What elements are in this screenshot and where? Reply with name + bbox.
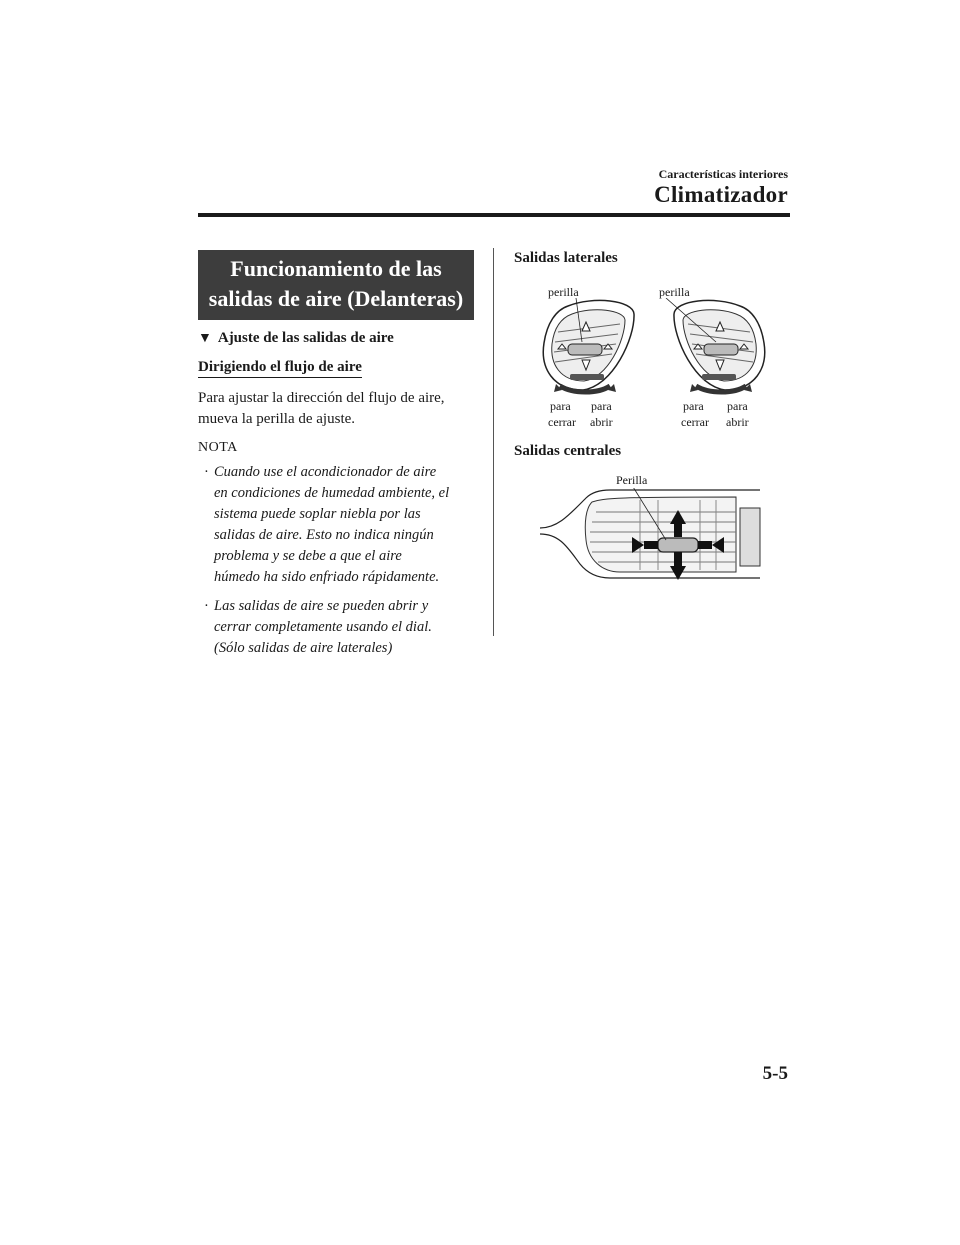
close-label-right-b: cerrar — [681, 415, 709, 429]
note-line: (Sólo salidas de aire laterales) — [214, 640, 393, 656]
header-rule — [198, 213, 790, 217]
bullet-icon: · — [204, 464, 209, 480]
bullet-icon: · — [204, 598, 209, 614]
section-banner-line-1: Funcionamiento de las — [230, 256, 442, 281]
note-item — [204, 462, 474, 588]
center-vents-title: Salidas centrales — [514, 443, 622, 459]
note-label: NOTA — [198, 440, 238, 455]
close-label-left-b: cerrar — [548, 415, 576, 429]
note-line: en condiciones de humedad ambiente, el — [214, 485, 450, 501]
knob-label-left: perilla — [548, 285, 579, 299]
triangle-down-icon: ▼ — [198, 330, 212, 346]
center-knob-label: Perilla — [616, 473, 648, 487]
note-item — [204, 596, 474, 659]
left-side-vent — [543, 298, 634, 392]
right-column — [514, 250, 774, 267]
section-banner — [198, 250, 474, 320]
section-banner-line-2: salidas de aire (Delanteras) — [208, 286, 464, 311]
close-label-left-a: para — [550, 399, 571, 413]
note-line: Cuando use el acondicionador de aire — [214, 464, 437, 480]
right-side-vent — [666, 298, 765, 392]
side-vents-illustration — [538, 298, 770, 398]
open-label-left-a: para — [591, 399, 612, 413]
subsection-heading-text: Ajuste de las salidas de aire — [217, 330, 394, 346]
column-divider — [493, 248, 494, 636]
header-chapter-title: Climatizador — [654, 182, 788, 207]
instruction-paragraph — [198, 388, 474, 430]
note-line: salidas de aire. Esto no indica ningún — [214, 527, 434, 543]
open-label-left-b: abrir — [590, 415, 613, 429]
open-label-right-a: para — [727, 399, 748, 413]
knob-label-right: perilla — [659, 285, 690, 299]
page-number: 5-5 — [762, 1063, 788, 1084]
note-line: húmedo ha sido enfriado rápidamente. — [214, 569, 440, 585]
side-vents-title: Salidas laterales — [514, 250, 618, 266]
note-line: cerrar completamente usando el dial. — [214, 619, 432, 635]
left-column — [198, 250, 474, 667]
note-line: Las salidas de aire se pueden abrir y — [214, 598, 429, 614]
subsection-heading — [198, 330, 474, 347]
header-section-name: Características interiores — [658, 167, 788, 181]
center-vents-illustration — [540, 488, 762, 584]
note-line: sistema puede soplar niebla por las — [214, 506, 421, 522]
note-line: problema y se debe a que el aire — [214, 548, 402, 564]
open-label-right-b: abrir — [726, 415, 749, 429]
subheading: Dirigiendo el flujo de aire — [198, 359, 362, 378]
close-label-right-a: para — [683, 399, 704, 413]
instruction-line-2: mueva la perilla de ajuste. — [198, 411, 356, 427]
instruction-line-1: Para ajustar la dirección del flujo de aire, — [198, 390, 445, 406]
note-list — [198, 462, 474, 659]
